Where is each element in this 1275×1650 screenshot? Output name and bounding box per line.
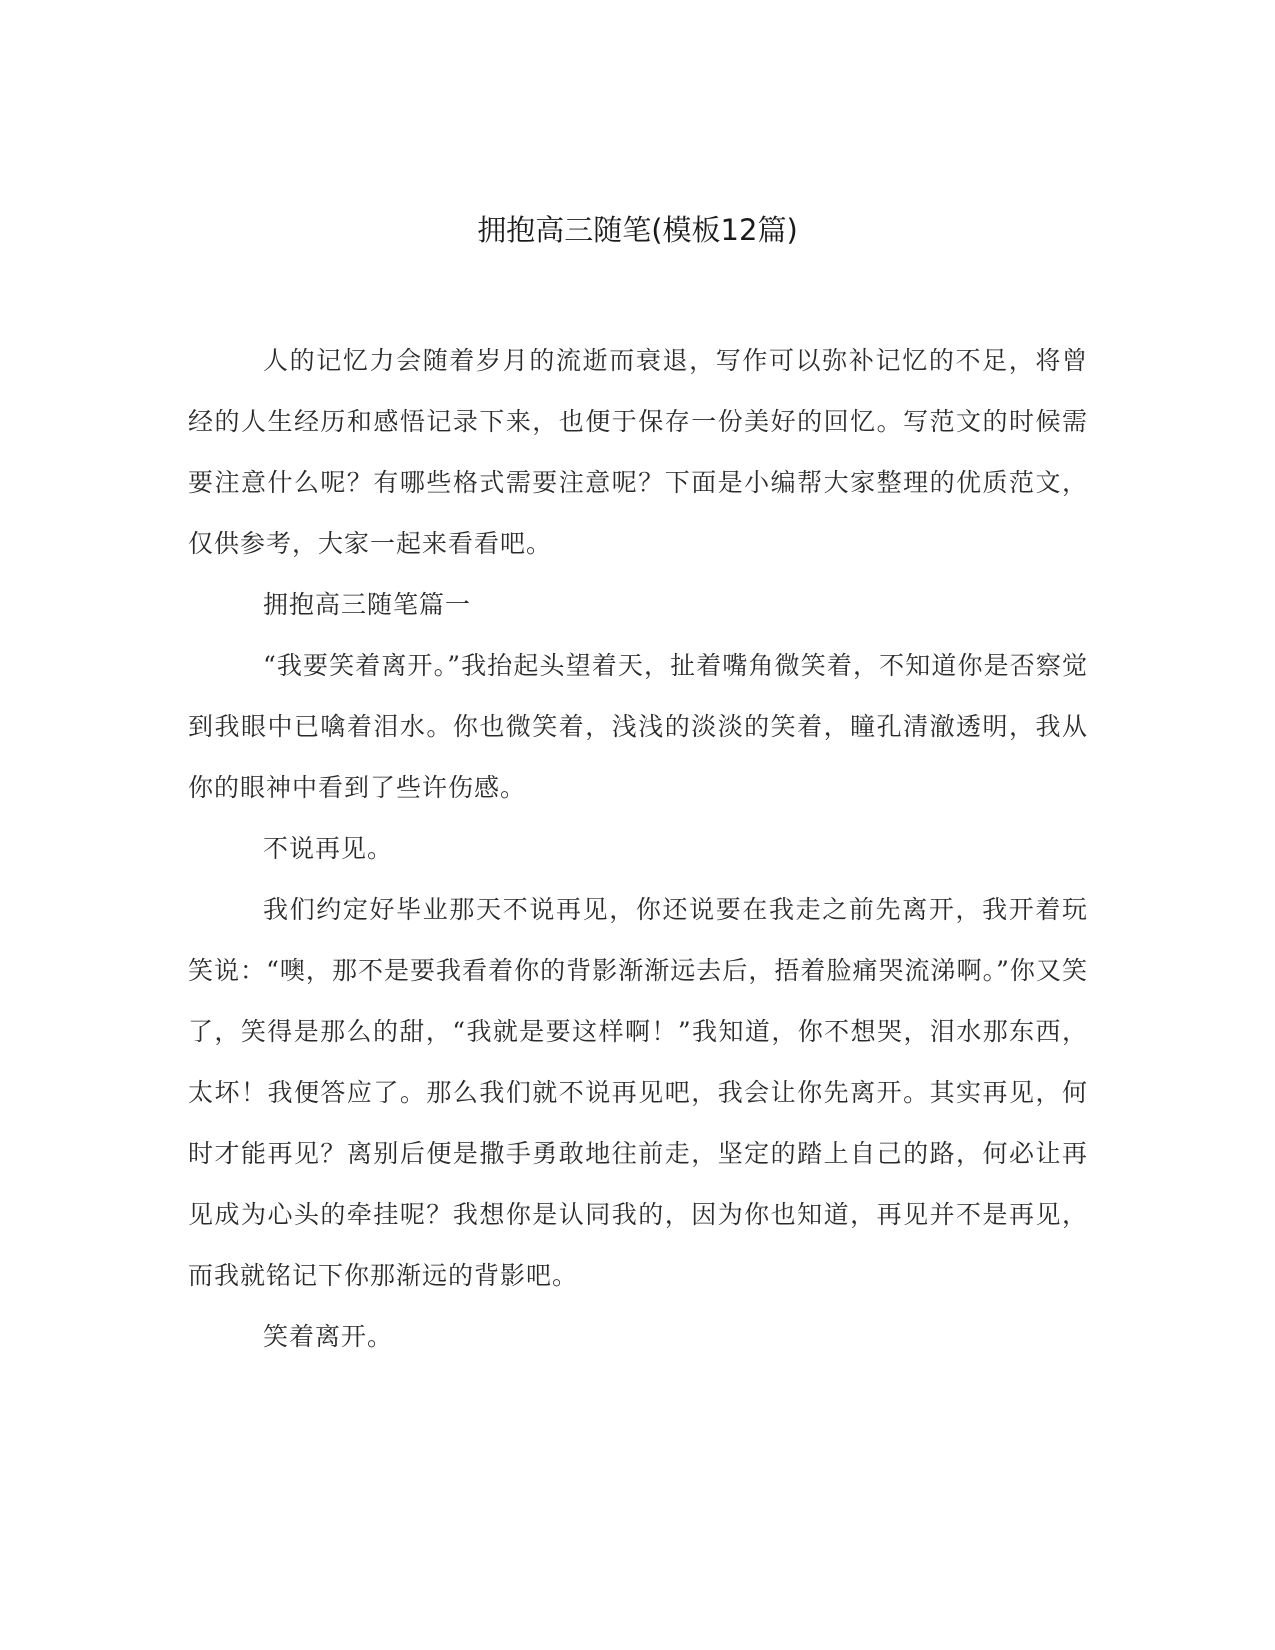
document-title: 拥抱高三随笔(模板12篇) bbox=[477, 213, 798, 247]
body-paragraph: 我们约定好毕业那天不说再见，你还说要在我走之前先离开，我开着玩笑说：“噢，那不是要我看着你的背影渐渐远去后，捂着脸痛哭流涕啊。”你又笑了，笑得是那么的甜，“我就是要这样啊！”我知道，你不想哭，泪水那东西，太坏！我便答应了。那么我们就不说再见吧，我会让你先离开。其实再见，何时才能再见？离别后便是撒手勇敢地往前走，坚定的踏上自己的路，何必让再见成为心头的牵挂呢？我想你是认同我的，因为你也知道，再见并不是再见，而我就铭记下你那渐远的背影吧。 bbox=[188, 895, 1088, 1290]
document-body bbox=[188, 330, 1088, 1367]
section-heading: 拥抱高三随笔篇一 bbox=[263, 590, 472, 619]
body-paragraph: 笑着离开。 bbox=[263, 1322, 394, 1351]
body-paragraph: 不说再见。 bbox=[263, 834, 394, 863]
body-paragraph: “我要笑着离开。”我抬起头望着天，扯着嘴角微笑着，不知道你是否察觉到我眼中已噙着泪水。你也微笑着，浅浅的淡淡的笑着，瞳孔清澈透明，我从你的眼神中看到了些许伤感。 bbox=[188, 651, 1088, 802]
intro-paragraph: 人的记忆力会随着岁月的流逝而衰退，写作可以弥补记忆的不足，将曾经的人生经历和感悟记录下来，也便于保存一份美好的回忆。写范文的时候需要注意什么呢？有哪些格式需要注意呢？下面是小编帮大家整理的优质范文，仅供参考，大家一起来看看吧。 bbox=[188, 346, 1088, 558]
